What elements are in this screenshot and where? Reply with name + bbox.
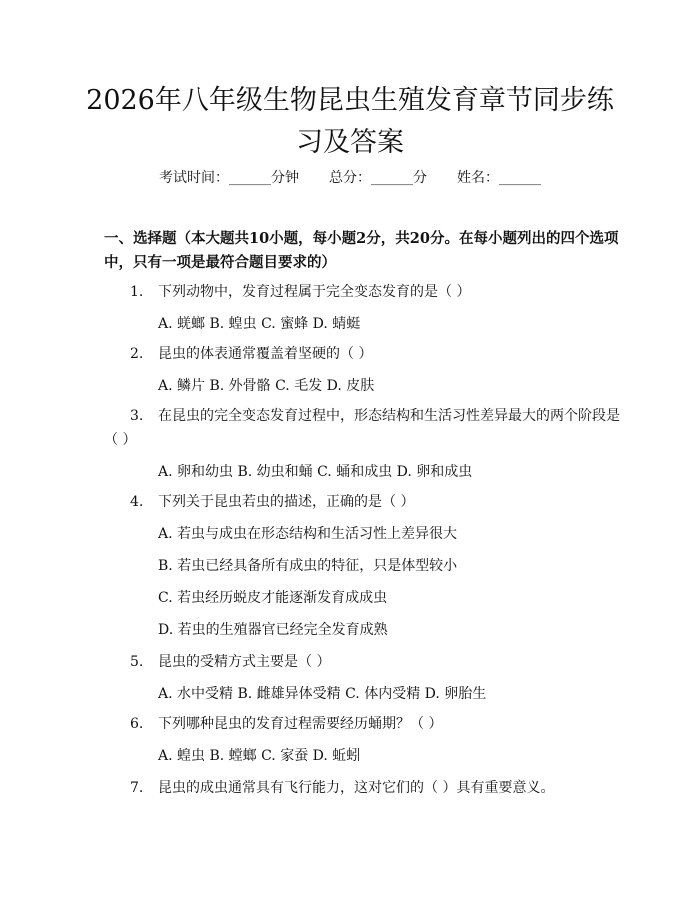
question-2 [104,342,624,366]
question-2-options: A. 鳞片 B. 外骨骼 C. 毛发 D. 皮肤 [158,378,375,394]
question-text: 下列动物中，发育过程属于完全变态发育的是（ ） [158,284,471,300]
exam-meta [0,168,700,188]
question-text: 下列关于昆虫若虫的描述，正确的是（ ） [158,494,415,510]
question-5 [104,650,624,674]
question-4-option-a: A. 若虫与成虫在形态结构和生活习性上差异很大 [158,526,458,542]
question-number: 3. [130,408,144,424]
question-4-option-c: C. 若虫经历蜕皮才能逐渐发育成成虫 [158,590,388,606]
question-6-options: A. 蝗虫 B. 螳螂 C. 家蚕 D. 蚯蚓 [158,748,361,764]
question-4-option-b: B. 若虫已经具备所有成虫的特征，只是体型较小 [158,558,458,574]
question-number: 1. [130,284,144,300]
question-number: 2. [130,346,144,362]
question-5-options: A. 水中受精 B. 雌雄异体受精 C. 体内受精 D. 卵胎生 [158,686,487,702]
question-4 [104,490,624,514]
page-title: 2026年八年级生物昆虫生殖发育章节同步练习及答案 [86,85,614,158]
exam-time-label: 考试时间：______分钟 [159,170,299,186]
question-text: 昆虫的成虫通常具有飞行能力，这对它们的（ ）具有重要意义。 [158,780,555,796]
student-name-label: 姓名：______ [457,170,541,186]
question-text: 下列哪种昆虫的发育过程需要经历蛹期？（ ） [158,716,443,732]
question-text: 昆虫的体表通常覆盖着坚硬的（ ） [158,346,373,362]
question-3 [104,404,624,452]
question-1-options: A. 蜣螂 B. 蝗虫 C. 蜜蜂 D. 蜻蜓 [158,316,361,332]
section-heading: 一、选择题（本大题共10小题，每小题2分，共20分。在每小题列出的四个选项中，只有一项是最符合题目要求的） [104,230,619,271]
question-4-option-d: D. 若虫的生殖器官已经完全发育成熟 [158,622,388,638]
question-number: 7. [130,780,144,796]
question-text: 在昆虫的完全变态发育过程中，形态结构和生活习性差异最大的两个阶段是（ ） [104,408,620,448]
question-1 [104,280,624,304]
question-3-options: A. 卵和幼虫 B. 幼虫和蛹 C. 蛹和成虫 D. 卵和成虫 [158,464,473,480]
question-6 [104,712,624,736]
question-7 [104,776,624,800]
question-number: 4. [130,494,144,510]
question-text: 昆虫的受精方式主要是（ ） [158,654,331,670]
question-number: 5. [130,654,144,670]
total-score-label: 总分：______分 [329,170,427,186]
question-number: 6. [130,716,144,732]
